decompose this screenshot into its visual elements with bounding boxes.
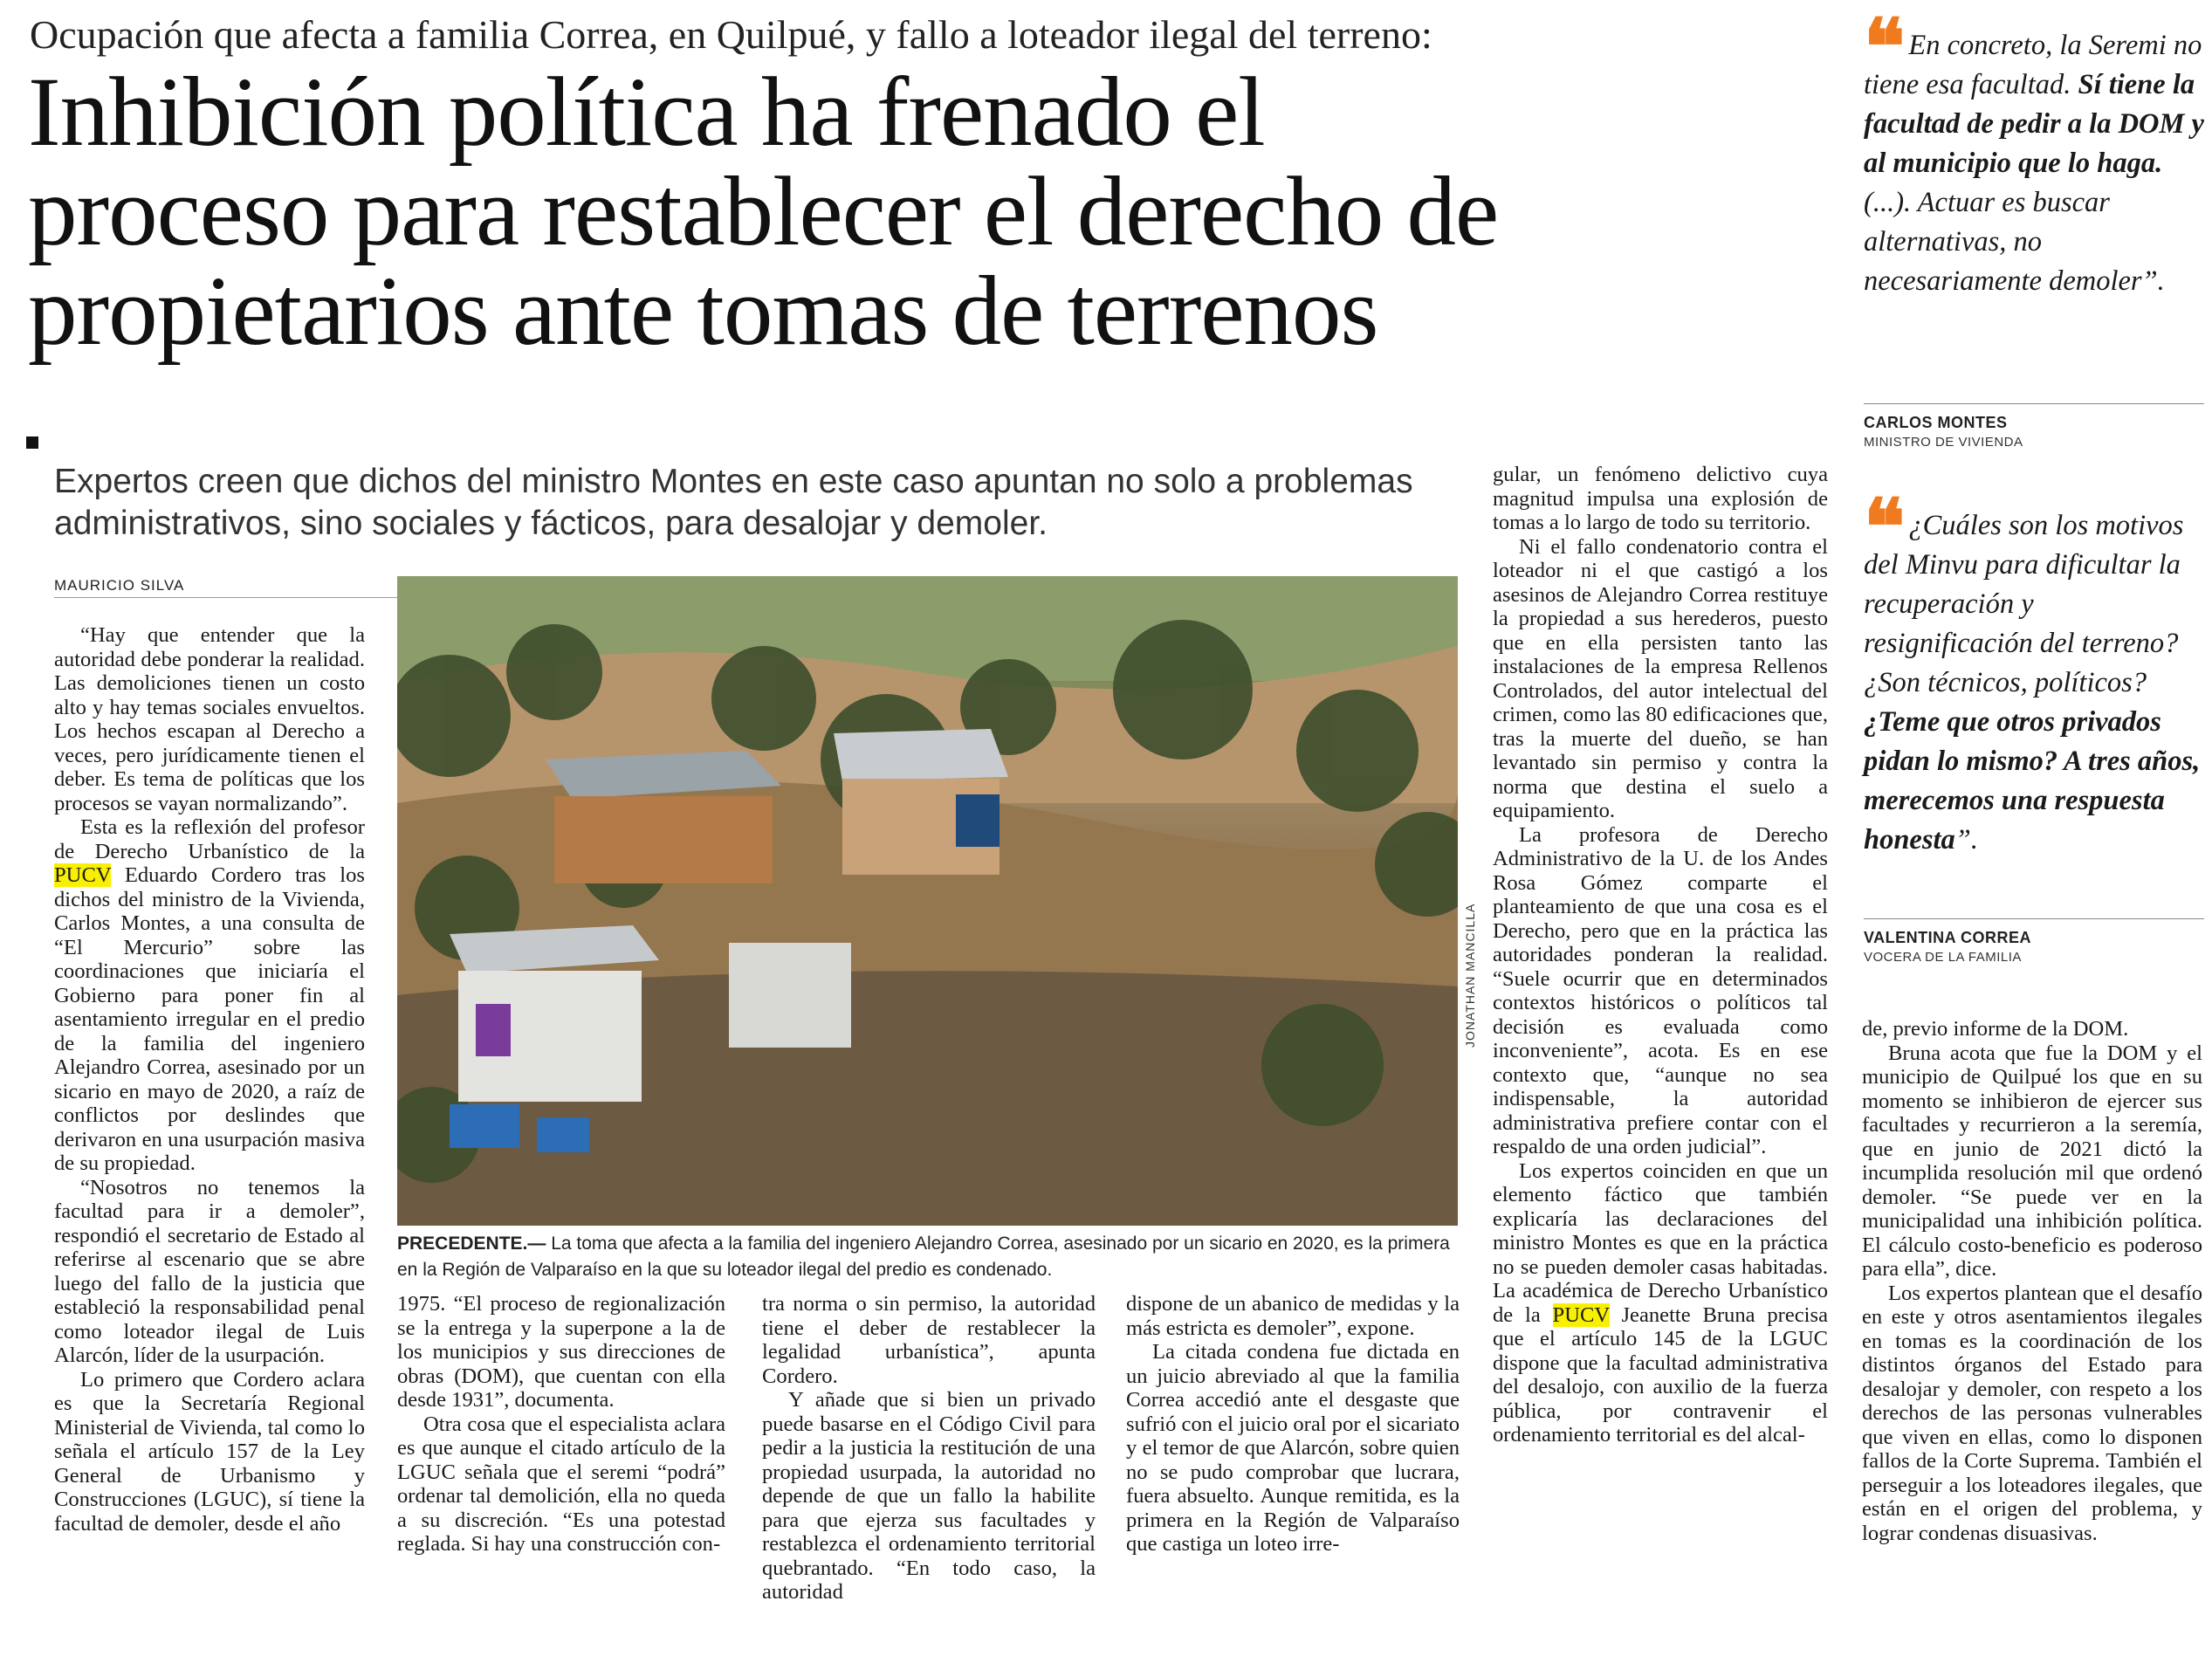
- body-column-3: [762, 1292, 1096, 1659]
- headline-line: propietarios ante tomas de terrenos: [28, 257, 1378, 366]
- quote-attribution-role: MINISTRO DE VIVIENDA: [1864, 435, 2023, 450]
- quote-attribution-name: VALENTINA CORREA: [1864, 929, 2031, 946]
- paragraph: Ni el fallo condenatorio contra el loteador ni el que castigó a los asesinos de Alejandro Correa restituye la propiedad a sus herederos, puesto que en ella persisten tanto las instalaciones de la empresa Rellenos Controlados, del autor intelectual del crimen, como las 80 edificaciones que, tras la muerte del dueño, se han levantado sin permiso y contra la norma que destina el suelo a equipamiento.: [1493, 534, 1828, 822]
- quote-mark-icon: ❝: [1864, 481, 1906, 572]
- paragraph: dispone de un abanico de medidas y la más estricta es demoler”, expone.: [1126, 1292, 1460, 1340]
- paragraph: Otra cosa que el especialista aclara es que aunque el citado artículo de la LGUC señala que el seremi “podrá” ordenar tal demolición, ella no queda a su discreción. “Es una potestad reglada. Si hay una construcción con-: [397, 1412, 725, 1556]
- paragraph: “Nosotros no tenemos la facultad para ir a demoler”, respondió el secretario de Estado al referirse al escenario que se abre luego del fallo de la justicia que estableció la responsabilidad penal como loteador ilegal de Luis Alarcón, líder de la usurpación.: [54, 1175, 365, 1367]
- article-headline: [28, 58, 1835, 366]
- paragraph: 1975. “El proceso de regionalización se la entrega y la superpone a la de los municipios y sus direcciones de obras (DOM), que cuentan con ella desde 1931”, documenta.: [397, 1292, 725, 1412]
- photo-illustration: [397, 576, 1458, 1226]
- paragraph: La profesora de Derecho Administrativo de la U. de los Andes Rosa Gómez comparte el planteamiento de que una cosa es el Derecho, pero que en la práctica las autoridades ponderan la realidad. “Suele ocurrir que en determinados contextos históricos o políticos tal decisión es evaluada como inconveniente”, acota. Es en ese contexto que, “aunque no sea indispensable, la autoridad administrativa prefiere contar con el respaldo de una orden judicial”.: [1493, 822, 1828, 1158]
- headline-line: Inhibición política ha frenado el: [28, 58, 1265, 167]
- article-photo: [397, 576, 1458, 1226]
- quote-mark-icon: ❝: [1864, 1, 1906, 92]
- quote-attribution-name: CARLOS MONTES: [1864, 414, 2008, 431]
- pull-quote-correa: ❝ ¿Cuáles son los motivos del Minvu para dificultar la recuperación y resignificación del terreno? ¿Son técnicos, políticos? ¿Teme que otros privados pidan lo mismo? A tres años, merecemos una respuesta honesta”.: [1864, 481, 2201, 856]
- quote-bold: ¿Teme que otros privados pidan lo mismo? A tres años, merecemos una respuesta honesta: [1864, 706, 2201, 856]
- paragraph: “Hay que entender que la autoridad debe ponderar la realidad. Las demoliciones tienen un costo alto y hay temas sociales envueltos. Los hechos escapan al Derecho a veces, pero jurídicamente tienen el deber. Es tema de políticas que los procesos se vayan normalizando”.: [54, 623, 365, 815]
- caption-lead: PRECEDENTE.—: [397, 1234, 546, 1254]
- pull-quote-montes: ❝ En concreto, la Seremi no tiene esa facultad. Sí tiene la facultad de pedir a la DOM y al municipio que lo haga. (...). Actuar es buscar alternativas, no necesariamente demoler”.: [1864, 1, 2204, 297]
- quote-bold: Sí tiene la facultad de pedir a la DOM y al municipio que lo haga.: [1864, 69, 2204, 179]
- highlight-pucv: PUCV: [1552, 1302, 1610, 1327]
- paragraph: tra norma o sin permiso, la autoridad tiene el deber de restablecer la legalidad urbanística”, apunta Cordero.: [762, 1292, 1096, 1388]
- paragraph: Lo primero que Cordero aclara es que la Secretaría Regional Ministerial de Vivienda, tal como lo señala el artículo 157 de la Ley General de Urbanismo y Construcciones (LGUC), sí tiene la facultad de demoler, desde el año: [54, 1367, 365, 1536]
- paragraph: Bruna acota que fue la DOM y el municipio de Quilpué los que en su momento se inhibieron de ejercer sus facultades y recurrieron a la seremía, que en junio de 2021 dictó la incumplida resolución mil que ordenó demoler. “Se puede ver en la municipalidad una inhibición política. El cálculo costo-beneficio es poderoso para ella”, dice.: [1862, 1041, 2202, 1281]
- photo-credit: JONATHAN MANCILLA: [1463, 903, 1477, 1048]
- quote-divider: [1864, 403, 2204, 404]
- paragraph: de, previo informe de la DOM.: [1862, 1017, 2129, 1041]
- article-kicker: Ocupación que afecta a familia Correa, en Quilpué, y fallo a loteador ilegal del terreno:: [30, 12, 1432, 57]
- quote-divider: [1864, 918, 2204, 919]
- paragraph: Y añade que si bien un privado puede basarse en el Código Civil para pedir a la justicia la restitución de una propiedad usurpada, la autoridad no depende de que un fallo la habilite para que ejerza sus facultades y restablezca el ordenamiento territorial quebrantado. “En todo caso, la autoridad: [762, 1388, 1096, 1604]
- photo-caption: PRECEDENTE.— La toma que afecta a la familia del ingeniero Alejandro Correa, asesinado por un sicario en 2020, es la primera en la Región de Valparaíso en la que su loteador ilegal del predio es condenado.: [397, 1234, 1450, 1280]
- body-column-4: [1126, 1292, 1460, 1659]
- highlight-pucv: PUCV: [54, 863, 112, 887]
- body-column-2: [397, 1292, 725, 1659]
- body-column-1: [54, 623, 365, 1658]
- paragraph: Esta es la reflexión del profesor de Derecho Urbanístico de la PUCV Eduardo Cordero tras los dichos del ministro de la Vivienda, Carlos Montes, a una consulta de “El Mercurio” sobre las coordinaciones que iniciaría el Gobierno para poner fin al asentamiento irregular en el predio de la familia del ingeniero Alejandro Correa, asesinado por un sicario en mayo de 2020, a raíz de conflictos por deslindes que derivaron en una usurpación masiva de su propiedad.: [54, 815, 365, 1175]
- paragraph: Los expertos coinciden en que un elemento fáctico que también explicaría las declaraciones del ministro Montes es que en la práctica no se pueden demoler casas habitadas. La académica de Derecho Urbanístico de la PUCV Jeanette Bruna precisa que el artículo 145 de la LGUC dispone que la facultad administrativa del desalojo, con auxilio de la fuerza pública, por contravenir el ordenamiento territorial es del alcal-: [1493, 1158, 1828, 1447]
- paragraph: La citada condena fue dictada en un juicio abreviado al que la familia Correa accedió ante el desgaste que sufrió con el juicio oral por el sicariato y el temor de que Alarcón, sobre quien no se pudo comprobar que lucrara, fuera absuelto. Aunque remitida, es la primera en la Región de Valparaíso que castiga un loteo irre-: [1126, 1340, 1460, 1556]
- body-column-5: [1493, 463, 1828, 1659]
- headline-bullet: [26, 436, 38, 449]
- article-deck: Expertos creen que dichos del ministro Montes en este caso apuntan no solo a problemas administrativos, sino sociales y fácticos, para desalojar y demoler.: [54, 463, 1413, 542]
- quote-attribution-role: VOCERA DE LA FAMILIA: [1864, 950, 2022, 965]
- paragraph: Los expertos plantean que el desafío en este y otros asentamientos ilegales en tomas es la coordinación de los distintos órganos del Estado para desalojar y demoler, con respeto a los derechos de las personas vulnerables que viven en ellas, como lo disponen fallos de la Corte Suprema. También el perseguir a los loteadores ilegales, que están en el origen del problema, y lograr condenas disuasivas.: [1862, 1281, 2202, 1545]
- body-column-6: [1862, 1017, 2202, 1659]
- paragraph: gular, un fenómeno delictivo cuya magnitud impulsa una explosión de tomas a lo largo de todo su territorio.: [1493, 463, 1828, 534]
- byline: MAURICIO SILVA: [54, 577, 403, 598]
- headline-line: proceso para restablecer el derecho de: [28, 157, 1499, 266]
